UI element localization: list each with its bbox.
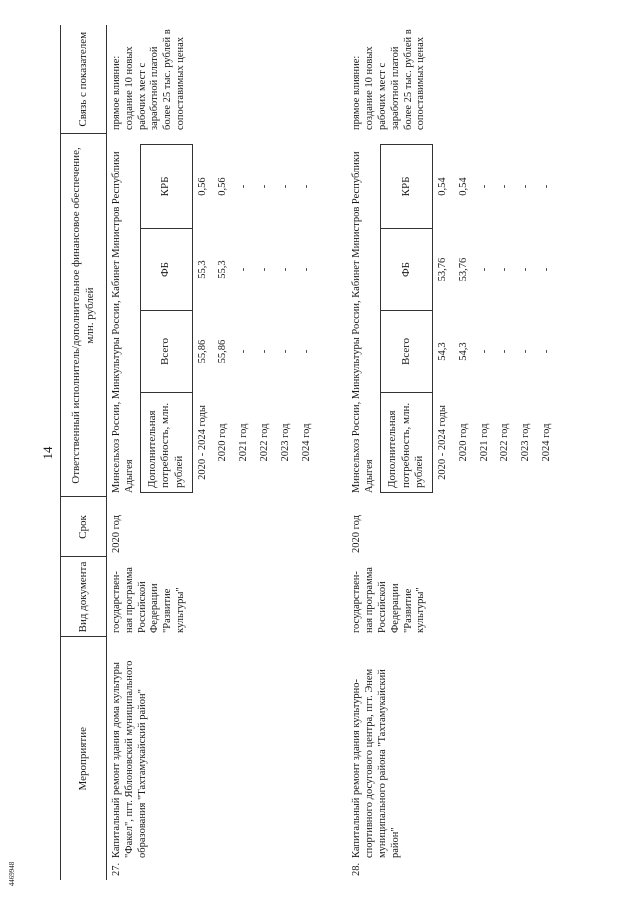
finance-krb-cell: - (300, 184, 312, 189)
event-name: Капитальный ремонт здания культурно-спортивного досугового центра, пгт. Энем муниципального района "Тахтамукайский район" (351, 668, 401, 858)
finance-header-need: Дополнительная потребность, млн. рублей (380, 393, 432, 493)
finance-table (140, 144, 318, 493)
finance-period-cell: 2021 год (238, 423, 250, 462)
finance-row (454, 145, 475, 493)
finance-period-cell: 2020 - 2024 годы (196, 405, 208, 480)
finance-krb-cell: - (540, 184, 552, 189)
finance-total-cell: - (499, 349, 511, 354)
row-spacer (321, 25, 347, 880)
finance-header-krb: КРБ (140, 145, 192, 229)
header-doc-type: Вид документа (61, 557, 107, 637)
finance-table (380, 144, 558, 493)
row-number: 28. (351, 862, 363, 876)
finance-total-cell: - (300, 349, 312, 354)
finance-period-cell: 2020 год (217, 423, 229, 462)
event-cell (107, 637, 322, 880)
finance-krb-cell: 0,54 (457, 177, 469, 196)
finance-row (213, 145, 234, 493)
term-cell: 2020 год (111, 515, 122, 553)
finance-header-fb: ФБ (140, 229, 192, 311)
table-row (347, 25, 561, 880)
finance-row (516, 145, 537, 493)
finance-header-total: Всего (380, 311, 432, 393)
header-responsible: Ответственный исполнитель/дополнительное финансовое обеспечение, млн. рублей (61, 134, 107, 497)
finance-period-cell: 2024 год (300, 423, 312, 462)
finance-total-cell: - (258, 349, 270, 354)
term-cell: 2020 год (351, 515, 363, 553)
finance-krb-cell: 0,56 (217, 177, 229, 196)
finance-fb-cell: - (279, 267, 291, 272)
finance-header-need: Дополнительная потребность, млн. рублей (140, 393, 192, 493)
finance-row (475, 145, 496, 493)
finance-fb-cell: - (478, 267, 490, 272)
finance-total-cell: - (540, 349, 552, 354)
finance-row (432, 145, 453, 493)
finance-krb-cell: - (279, 184, 291, 189)
finance-period-cell: 2022 год (499, 423, 511, 462)
finance-period-cell: 2023 год (279, 423, 291, 462)
finance-fb-cell: 53,76 (436, 257, 448, 282)
finance-row (537, 145, 558, 493)
row-number: 27. (111, 862, 122, 876)
finance-krb-cell: 0,56 (196, 177, 208, 196)
link-cell: прямое влияние: создание 10 новых рабочих мест с заработной платой более 25 тыс. рублей в сопоставимых ценах (351, 29, 427, 130)
finance-fb-cell: - (258, 267, 270, 272)
finance-row (276, 145, 297, 493)
finance-krb-cell: - (499, 184, 511, 189)
finance-krb-cell: - (478, 184, 490, 189)
finance-fb-cell: - (520, 267, 532, 272)
finance-row (495, 145, 516, 493)
finance-fb-cell: 55,3 (217, 260, 229, 279)
doc-type-cell: государствен-ная программа Российской Федерации "Развитие культуры" (111, 567, 186, 633)
finance-header-total: Всего (140, 311, 192, 393)
finance-total-cell: - (238, 349, 250, 354)
doc-type-cell: государствен-ная программа Российской Федерации "Развитие культуры" (351, 567, 427, 633)
event-cell (347, 637, 561, 880)
finance-period-cell: 2023 год (520, 423, 532, 462)
rotated-table-sheet (60, 25, 600, 880)
header-term: Срок (61, 497, 107, 557)
finance-fb-cell: - (499, 267, 511, 272)
document-code: 4469948 (8, 861, 16, 887)
finance-total-cell: 54,3 (457, 342, 469, 361)
finance-fb-cell: - (300, 267, 312, 272)
header-event: Мероприятие (61, 637, 107, 880)
finance-krb-cell: 0,54 (436, 177, 448, 196)
page-number: 14 (40, 446, 55, 460)
finance-period-cell: 2024 год (540, 423, 552, 462)
finance-row (297, 145, 318, 493)
finance-row (234, 145, 255, 493)
finance-period-cell: 2021 год (478, 423, 490, 462)
finance-total-cell: 54,3 (436, 342, 448, 361)
finance-row (192, 145, 213, 493)
responsible-cell (107, 134, 322, 497)
finance-row (255, 145, 276, 493)
finance-krb-cell: - (258, 184, 270, 189)
finance-total-cell: - (478, 349, 490, 354)
event-name: Капитальный ремонт здания дома культуры "Факел", пгт. Яблоновский муниципального образования "Тахтамукайский район" (111, 660, 148, 858)
responsible-cell (347, 134, 561, 497)
finance-period-cell: 2020 - 2024 годы (436, 405, 448, 480)
finance-fb-cell: - (540, 267, 552, 272)
link-cell: прямое влияние: создание 10 новых рабочих мест с заработной платой более 25 тыс. рублей в сопоставимых ценах (111, 29, 186, 130)
finance-total-cell: - (520, 349, 532, 354)
responsible-text: Минсельхоз России, Минкультуры России, Кабинет Министров Республики Адыгея (351, 151, 376, 493)
finance-total-cell: 55,86 (217, 339, 229, 364)
finance-krb-cell: - (520, 184, 532, 189)
measures-table (60, 25, 562, 880)
finance-period-cell: 2020 год (457, 423, 469, 462)
table-row (107, 25, 322, 880)
finance-fb-cell: - (238, 267, 250, 272)
finance-period-cell: 2022 год (258, 423, 270, 462)
finance-krb-cell: - (238, 184, 250, 189)
header-link: Связь с показателем (61, 25, 107, 134)
finance-header-fb: ФБ (380, 229, 432, 311)
finance-fb-cell: 55,3 (196, 260, 208, 279)
responsible-text: Минсельхоз России, Минкультуры России, Кабинет Министров Республики Адыгея (111, 151, 135, 493)
finance-header-krb: КРБ (380, 145, 432, 229)
finance-total-cell: - (279, 349, 291, 354)
finance-total-cell: 55,86 (196, 339, 208, 364)
finance-fb-cell: 53,76 (457, 257, 469, 282)
